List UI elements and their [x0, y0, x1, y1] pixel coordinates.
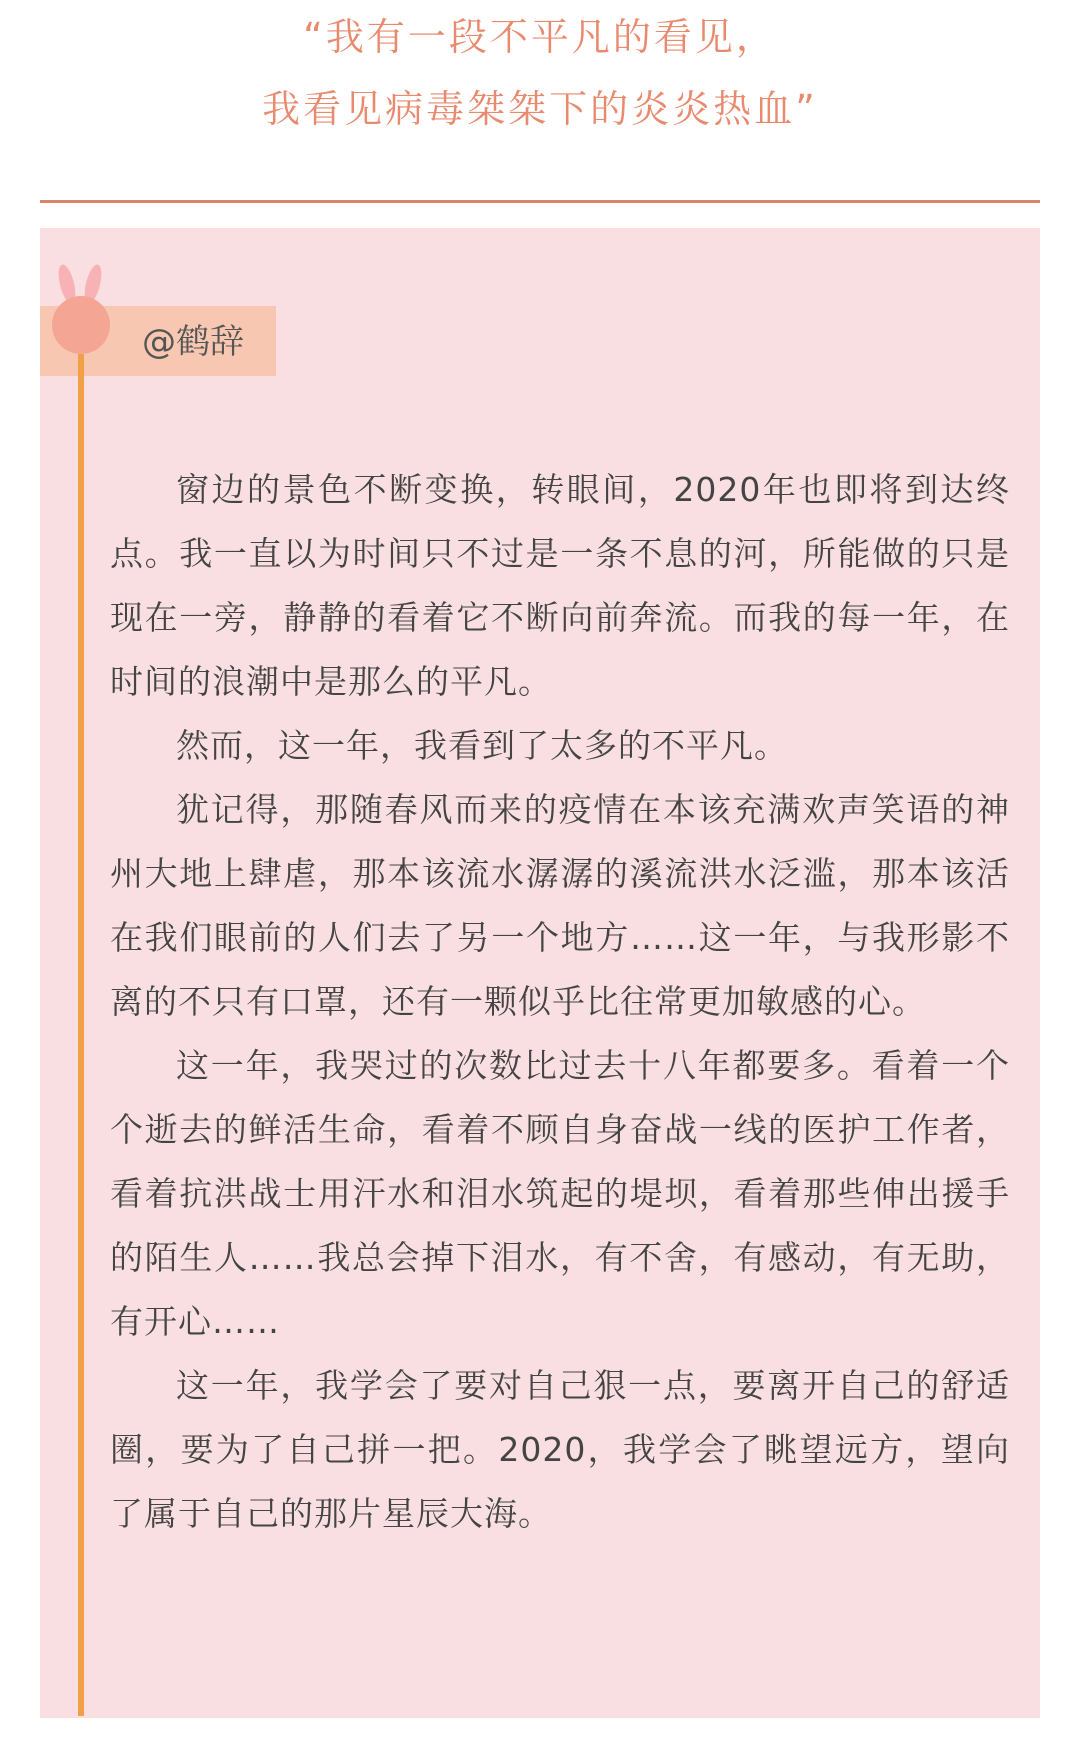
bunny-head-icon: [52, 296, 110, 354]
paragraph-3: 犹记得，那随春风而来的疫情在本该充满欢声笑语的神州大地上肆虐，那本该流水潺潺的溪流洪水泛滥，那本该活在我们眼前的人们去了另一个地方……这一年，与我形影不离的不只有口罩，还有一颗似乎比往常更加敏感的心。: [110, 790, 1010, 1021]
author-tag: @鹤辞: [142, 322, 244, 362]
article-body: [110, 458, 1010, 1546]
paragraph-1: 窗边的景色不断变换，转眼间，2020年也即将到达终点。我一直以为时间只不过是一条不息的河，所能做的只是现在一旁，静静的看着它不断向前奔流。而我的每一年，在时间的浪潮中是那么的平凡。: [110, 470, 1010, 701]
paragraph-4: 这一年，我哭过的次数比过去十八年都要多。看着一个个逝去的鲜活生命，看着不顾自身奋战一线的医护工作者，看着抗洪战士用汗水和泪水筑起的堤坝，看着那些伸出援手的陌生人……我总会掉下泪水，有不舍，有感动，有无助，有开心……: [110, 1046, 1010, 1341]
paragraph-2: 然而，这一年，我看到了太多的不平凡。: [176, 726, 788, 765]
quote-line-2: 我看见病毒桀桀下的炎炎热血”: [262, 87, 818, 131]
timeline-line: [78, 354, 84, 1716]
section-divider: [40, 200, 1040, 203]
paragraph-5: 这一年，我学会了要对自己狠一点，要离开自己的舒适圈，要为了自己拼一把。2020，我学会了眺望远方，望向了属于自己的那片星辰大海。: [110, 1366, 1010, 1533]
quote-line-1: “我有一段不平凡的看见，: [303, 15, 777, 59]
